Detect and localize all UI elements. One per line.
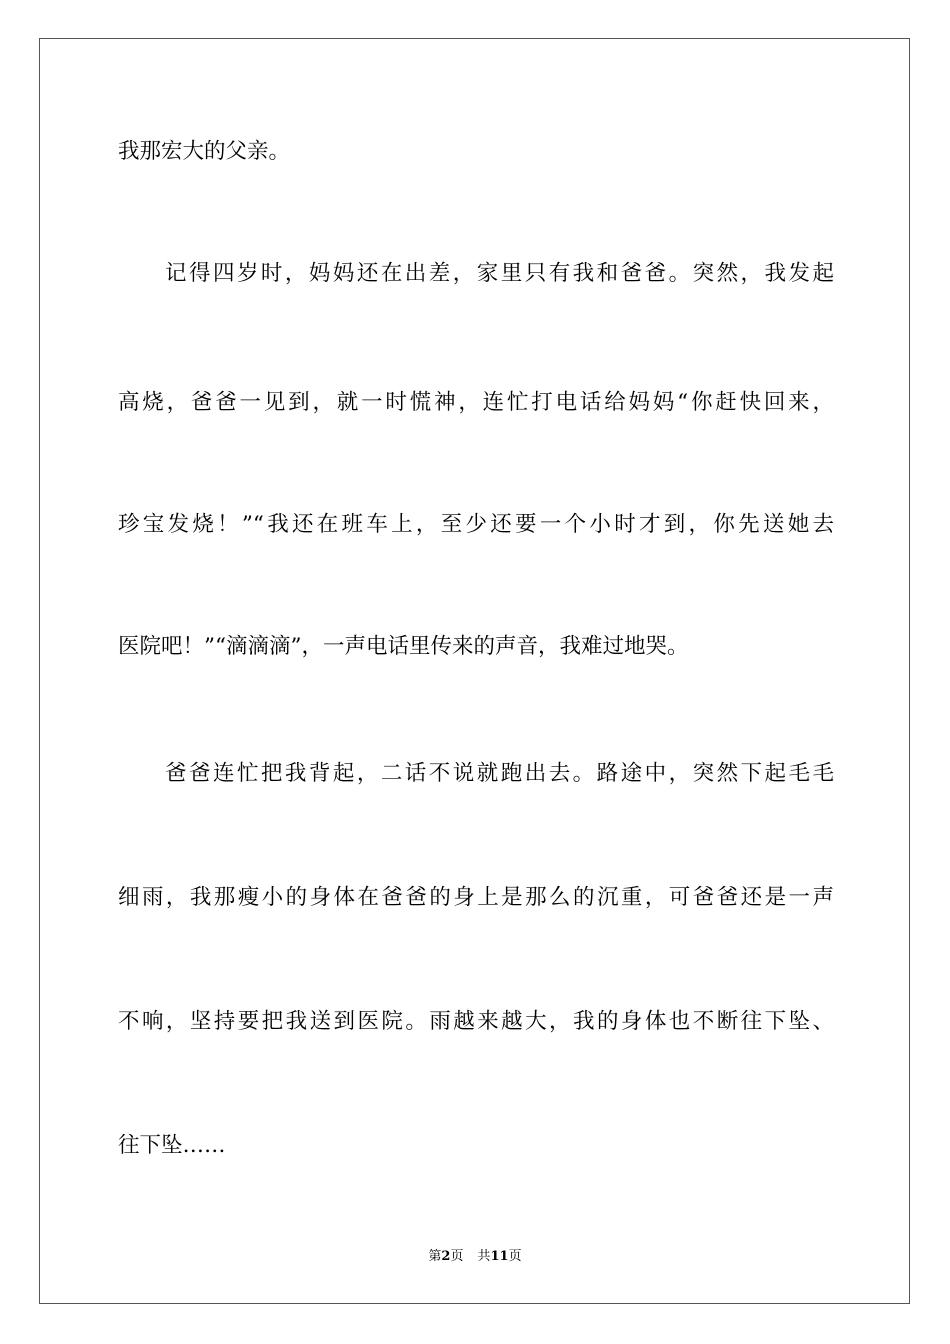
total-prefix: 共: [477, 1249, 491, 1264]
page-footer: [0, 1248, 950, 1266]
page-suffix: 页: [450, 1249, 464, 1264]
current-page-number: 2: [441, 1249, 451, 1264]
body-text-line: 我那宏大的父亲。: [118, 139, 291, 164]
body-text-line: 爸爸连忙把我背起，二话不说就跑出去。路途中，突然下起毛毛: [165, 761, 834, 786]
body-text-line: 医院吧！”“滴滴滴”，一声电话里传来的声音，我难过地哭。: [118, 634, 689, 659]
body-text-line: 往下坠……: [118, 1133, 226, 1158]
body-text-line: 高烧，爸爸一见到，就一时慌神，连忙打电话给妈妈“你赶快回来，: [118, 390, 834, 415]
body-text-line: 珍宝发烧！”“我还在班车上，至少还要一个小时才到，你先送她去: [118, 512, 834, 537]
page-border: [39, 38, 910, 1304]
total-suffix: 页: [508, 1249, 522, 1264]
body-text-line: 细雨，我那瘦小的身体在爸爸的身上是那么的沉重，可爸爸还是一声: [118, 885, 834, 910]
body-text-line: 不响，坚持要把我送到医院。雨越来越大，我的身体也不断往下坠、: [118, 1009, 834, 1034]
page-prefix: 第: [428, 1249, 442, 1264]
total-page-count: 11: [490, 1249, 509, 1264]
body-text-line: 记得四岁时，妈妈还在出差，家里只有我和爸爸。突然，我发起: [165, 261, 834, 286]
